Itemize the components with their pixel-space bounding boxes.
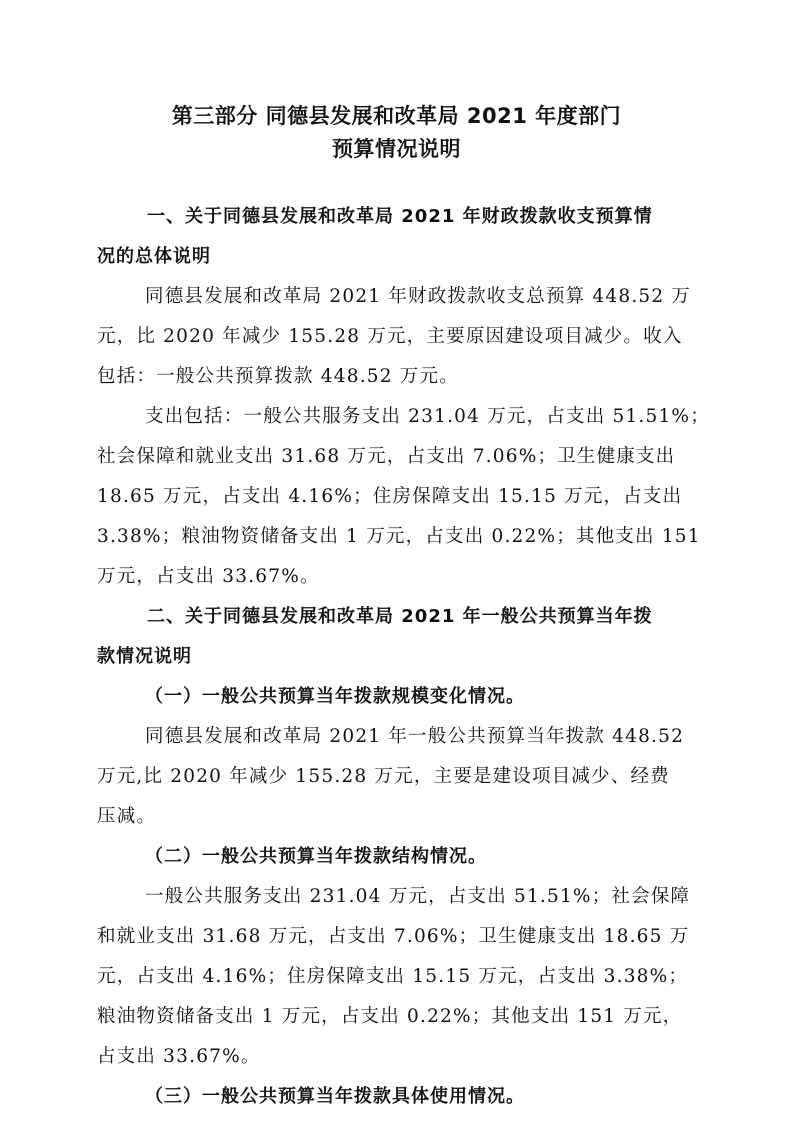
paragraph-line: 占支出 33.67%。 xyxy=(97,1046,261,1067)
paragraph-line: 同德县发展和改革局 2021 年一般公共预算当年拨款 448.52 xyxy=(145,726,685,747)
subheading-2: （二）一般公共预算当年拨款结构情况。 xyxy=(145,846,487,867)
subheading-1: （一）一般公共预算当年拨款规模变化情况。 xyxy=(145,686,525,707)
document-title-line-2: 预算情况说明 xyxy=(332,137,461,161)
paragraph-line: 万元,比 2020 年减少 155.28 万元，主要是建设项目减少、经费 xyxy=(97,766,670,787)
paragraph-line: 压减。 xyxy=(97,806,157,827)
paragraph-line: 支出包括：一般公共服务支出 231.04 万元，占支出 51.51%； xyxy=(145,406,710,427)
paragraph-line: 包括：一般公共预算拨款 448.52 万元。 xyxy=(97,366,459,387)
paragraph-line: 社会保障和就业支出 31.68 万元，占支出 7.06%；卫生健康支出 xyxy=(97,446,676,467)
paragraph-line: 元，比 2020 年减少 155.28 万元，主要原因建设项目减少。收入 xyxy=(97,326,683,347)
paragraph-line: 同德县发展和改革局 2021 年财政拨款收支总预算 448.52 万 xyxy=(145,286,692,307)
document-title-line-1: 第三部分 同德县发展和改革局 2021 年度部门 xyxy=(171,104,622,128)
paragraph-line: 元，占支出 4.16%；住房保障支出 15.15 万元，占支出 3.38%； xyxy=(97,966,689,987)
section-heading-2: 二、关于同德县发展和改革局 2021 年一般公共预算当年拨 xyxy=(147,606,653,627)
section-heading-1: 一、关于同德县发展和改革局 2021 年财政拨款收支预算情 xyxy=(147,206,653,227)
paragraph-line: 万元，占支出 33.67%。 xyxy=(97,566,320,587)
section-heading-1-continued: 况的总体说明 xyxy=(97,246,211,267)
paragraph-line: 粮油物资储备支出 1 万元，占支出 0.22%；其他支出 151 万元， xyxy=(97,1006,683,1027)
paragraph-line: 和就业支出 31.68 万元，占支出 7.06%；卫生健康支出 18.65 万 xyxy=(97,926,690,947)
paragraph-line: 3.38%；粮油物资储备支出 1 万元，占支出 0.22%；其他支出 151 xyxy=(97,526,701,547)
paragraph-line: 一般公共服务支出 231.04 万元，占支出 51.51%；社会保障 xyxy=(145,886,691,907)
paragraph-line: 18.65 万元，占支出 4.16%；住房保障支出 15.15 万元，占支出 xyxy=(97,486,683,507)
section-heading-2-continued: 款情况说明 xyxy=(97,646,192,667)
subheading-3: （三）一般公共预算当年拨款具体使用情况。 xyxy=(145,1086,525,1107)
